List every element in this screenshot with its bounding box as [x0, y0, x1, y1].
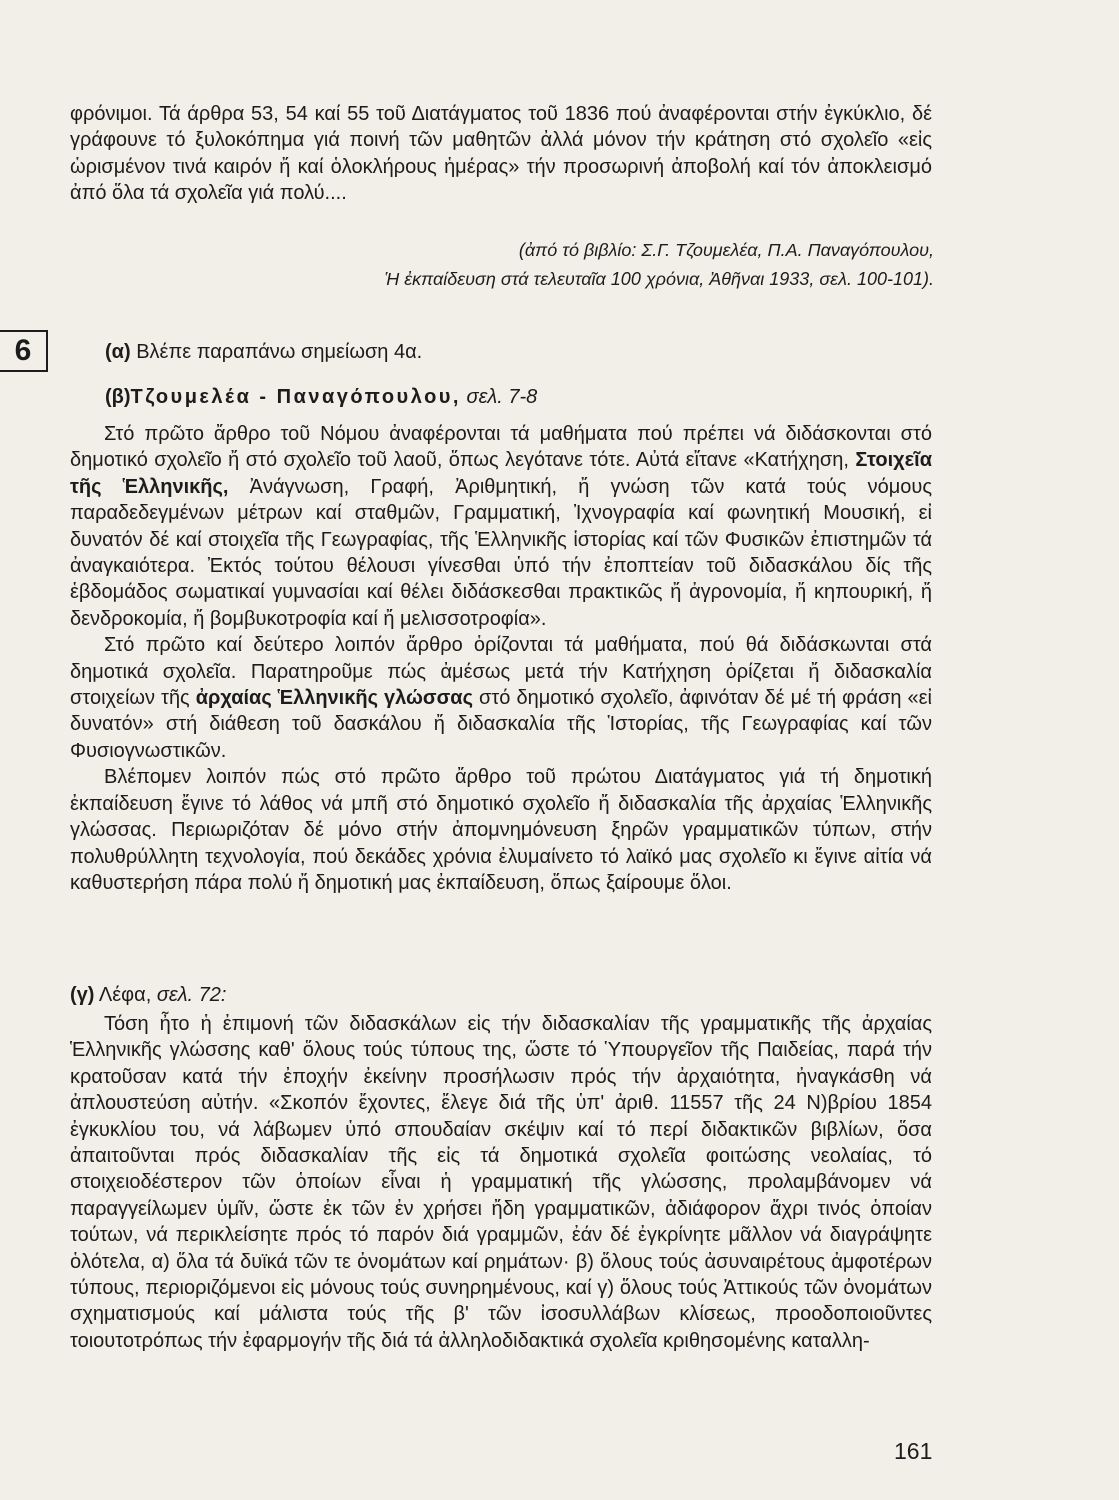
note-b-author: Τζουμελέα - Παναγόπουλου, [130, 386, 461, 408]
note-a [105, 339, 422, 365]
note-b-body [70, 421, 932, 896]
text-run: στό δημοτικό σχολεῖο, ἀφινόταν δέ μέ τή φράση «εἰ δυνατόν» στή διάθεση τοῦ δασκάλου ἤ διδασκαλία τῆς Ἱστορίας, τῆς Γεωγραφίας καί τῶν Φυσιογνωστικῶν. [70, 687, 933, 762]
paragraph-text: φρόνιμοι. Τά άρθρα 53, 54 καί 55 τοῦ Διατάγματος τοῦ 1836 πού ἀναφέρονται στήν ἐγκύκλιο, δέ γράφουνε τό ξυλοκόπημα γιά ποινή τῶν μαθητῶν ἀλλά μόνον τήν κράτηση στό σχολεῖο «εἰς ὡρισμένον τινά καιρόν ἤ καί ὁλοκλήρους ἡμέρας» τήν προσωρινή ἀποβολή καί τόν ἀποκλεισμό ἀπό ὅλα τά σχολεῖα γιά πολύ.... [70, 103, 932, 205]
note-c-ref: σελ. 72: [156, 984, 227, 1006]
note-c-heading [70, 982, 226, 1008]
text-run: Ἀνάγνωση, Γραφή, Ἀριθμητική, ἤ γνώση τῶν κατά τούς νόμους παραδεδεγμένων μέτρων καί σταθμῶν, Γραμματική, Ἰχνογραφία καί φωνητική Μουσική, εἰ δυνατόν δέ καί στοιχεῖα τῆς Γεωγραφίας, τῆς Ἑλληνικῆς ἱστορίας καί τῶν Φυσικῶν ἐπιστημῶν τά ἀναγκαιότερα. Ἐκτός τούτου θέλουσι γίνεσθαι ὑπό τήν ἐποπτείαν τοῦ διδασκάλου δίς τῆς ἑβδομάδος σωματικαί γυμνασίαι καί θέλει διδάσκεσθαι πρακτικῶς ἤ ἀγρονομία, ἤ κηπουρική, ἤ δενδροκομία, ἤ βομβυκοτροφία καί ἤ μελισσοτροφία». [70, 475, 932, 630]
citation-line-2: Ἡ ἐκπαίδευση στά τελευταῖα 100 χρόνια, Ἀθῆναι 1933, σελ. 100-101). [384, 269, 934, 289]
note-c-author: Λέφα, [98, 984, 152, 1006]
page-number: 161 [894, 1438, 933, 1464]
note-b-ref: σελ. 7-8 [466, 386, 538, 408]
note-b-paragraph-2 [70, 632, 932, 764]
note-b-label: (β) [105, 386, 131, 408]
note-c-label: (γ) [70, 984, 95, 1006]
text-run: Στό πρῶτο καί δεύτερο λοιπόν ἄρθρο ὁρίζονται τά μαθήματα, πού θά διδάσκωνται στά δημοτικά σχολεῖα. Παρατηροῦμε πώς ἀμέσως μετά τήν Κατήχηση ὁρίζεται ἤ διδασκαλία στοιχείων τῆς [70, 634, 932, 710]
note-number-box: 6 [0, 330, 48, 372]
note-a-text: Βλέπε παραπάνω σημείωση 4α. [136, 341, 423, 363]
citation [250, 236, 934, 294]
note-c-paragraph-1: Τόση ἦτο ἡ ἐπιμονή τῶν διδασκάλων εἰς τήν διδασκαλίαν τῆς γραμματικῆς τῆς ἀρχαίας Ἑλληνικῆς γλώσσης καθ' ὅλους τούς τύπους της, ὥστε τό Ὑπουργεῖον τῆς Παιδείας, παρά τήν κρατοῦσαν κατά τήν ἐποχήν ἐκείνην προσήλωσιν πρός τήν ἀρχαιότητα, ἠναγκάσθη νά ἀπλουστεύση αὐτήν. «Σκοπόν ἔχοντες, ἔλεγε διά τῆς ὑπ' ἀριθ. 11557 τῆς 24 Ν)βρίου 1854 ἐγκυκλίου του, νά λάβωμεν ὑπό σπουδαίαν σκέψιν καί τό περί διδακτικῶν βιβλίων, ὅσα ἀπαιτοῦνται πρός διδασκαλίαν τῆς εἰς τά δημοτικά σχολεῖα φοιτώσης νεολαίας, τό στοιχειοδέστερον τῶν ὁποίων εἶναι ἡ γραμματική τῆς γλώσσης, προλαμβάνομεν νά παραγγείλωμεν ὑμῖν, ὥστε ἐκ τῶν ἐν χρήσει ἤδη γραμματικῶν, ἀδιάφορον ἄχρι τινός ὁποίαν τούτων, νά περικλείσητε πρός τό παρόν διά γραμμῶν, ἐάν δέ ἐγκρίνητε μᾶλλον νά διαγράψητε ὁλότελα, α) ὅλα τά δυϊκά τῶν τε ὀνομάτων καί ρημάτων· β) ὅλους τούς ἀσυναιρέτους ἀμφοτέρων τύπους, περιοριζόμενοι εἰς μόνους τούς συνηρημένους, καί γ) ὅλους τούς Ἀττικούς τῶν ὀνομάτων σχηματισμούς καί μάλιστα τούς τῆς β' τῶν ἰσοσυλλάβων κλίσεως, προοδοποιοῦντες τοιουτοτρόπως τήν ἐφαρμογήν τῆς διά τά ἀλληλοδιδακτικά σχολεῖα κριθησομένης καταλλη- [70, 1013, 932, 1352]
note-c-body [70, 1011, 932, 1354]
note-b-paragraph-1 [70, 421, 932, 632]
citation-line-1: (ἀπό τό βιβλίο: Σ.Γ. Τζουμελέα, Π.Α. Παναγόπουλου, [518, 240, 934, 260]
bold-run: Στοιχεῖα τῆς Ἑλληνικῆς, [70, 449, 932, 498]
top-paragraph [70, 101, 932, 207]
note-b-paragraph-3: Βλέπομεν λοιπόν πώς στό πρῶτο ἄρθρο τοῦ πρώτου Διατάγματος γιά τή δημοτική ἐκπαίδευση ἔγινε τό λάθος νά μπῆ στό δημοτικό σχολεῖο ἤ διδασκαλία τῆς ἀρχαίας Ἑλληνικῆς γλώσσας. Περιωριζόταν δέ μόνο στήν ἀπομνημόνευση ξηρῶν γραμματικῶν τύπων, στήν πολυθρύλλητη τεχνολογία, πού δεκάδες χρόνια ἐλυμαίνετο τό λαϊκό μας σχολεῖο κι ἔγινε αἰτία νά καθυστερήση πάρα πολύ ἤ δημοτική μας ἐκπαίδευση, ὅπως ξαίρουμε ὅλοι. [70, 766, 932, 894]
note-b-heading [105, 384, 537, 410]
bold-run: ἀρχαίας Ἑλληνικῆς γλώσσας [195, 687, 473, 710]
text-run: Στό πρῶτο ἄρθρο τοῦ Νόμου ἀναφέρονται τά μαθήματα πού πρέπει νά διδάσκονται στό δημοτικό σχολεῖο ἤ στό σχολεῖο τοῦ λαοῦ, ὅπως λεγότανε τότε. Αὐτά εἴτανε «Κατήχηση, [70, 423, 932, 472]
note-a-label: (α) [105, 341, 131, 363]
